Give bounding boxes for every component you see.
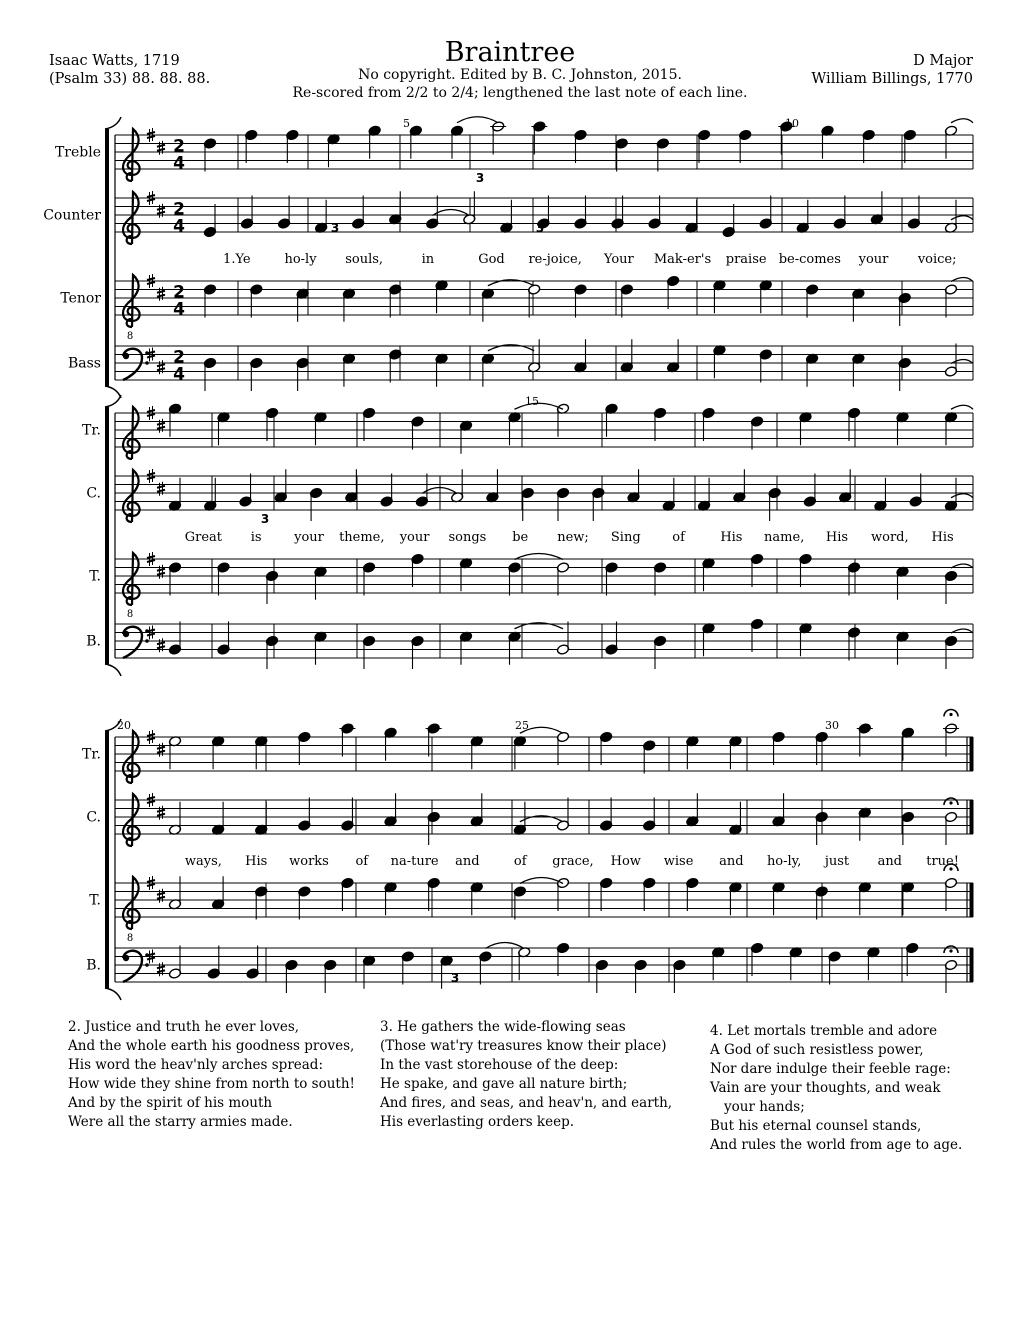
lyric-syllable: re-joice, bbox=[528, 252, 582, 267]
sharp-icon bbox=[157, 295, 165, 297]
lyric-syllable: word, bbox=[870, 530, 909, 545]
system-bracket bbox=[105, 395, 121, 407]
sharp-icon bbox=[147, 560, 155, 562]
octave-marker: 8 bbox=[126, 331, 134, 342]
copyright-note: No copyright. Edited by B. C. Johnston, 2015. bbox=[358, 67, 682, 83]
lyric-syllable: His bbox=[720, 530, 743, 545]
sharp-icon bbox=[147, 278, 155, 280]
sharp-icon bbox=[147, 473, 155, 475]
lyric-syllable: How bbox=[610, 854, 641, 869]
lyric-syllable: praise bbox=[725, 252, 767, 267]
sharp-icon bbox=[157, 573, 165, 575]
lyric-syllable: of bbox=[513, 854, 527, 869]
sharp-icon bbox=[157, 423, 165, 425]
measure-number: 15 bbox=[525, 395, 539, 408]
verse-line: 2. Justice and truth he ever loves, bbox=[68, 1019, 300, 1035]
verse-3 bbox=[380, 1018, 672, 1132]
verse-2 bbox=[68, 1018, 355, 1132]
lyric-syllable: ho-ly, bbox=[766, 854, 802, 869]
time-signature-top: 2 bbox=[173, 282, 185, 303]
page-title: Braintree bbox=[444, 37, 576, 68]
verse-line: And rules the world from age to age. bbox=[710, 1137, 963, 1153]
verse-line: Nor dare indulge their feeble rage: bbox=[710, 1061, 951, 1077]
sharp-icon bbox=[147, 414, 155, 416]
tie bbox=[951, 405, 973, 409]
system-bracket bbox=[105, 664, 121, 676]
sharp-icon bbox=[147, 880, 155, 882]
verse-line: His word the heav'nly arches spread: bbox=[68, 1057, 323, 1073]
lyric-syllable: His bbox=[245, 854, 268, 869]
measure-number: 30 bbox=[825, 719, 839, 732]
lyric-syllable: be-comes bbox=[778, 252, 841, 267]
verse-line: And by the spirit of his mouth bbox=[68, 1095, 273, 1111]
tuplet-label: 3 bbox=[450, 971, 460, 985]
sharp-icon bbox=[157, 642, 165, 644]
treble-clef-icon bbox=[123, 877, 140, 929]
sharp-icon bbox=[147, 356, 155, 358]
lyric-syllable: in bbox=[421, 252, 435, 267]
sharp-icon bbox=[157, 149, 165, 151]
treble-clef-icon bbox=[123, 192, 140, 244]
lyric-syllable: just bbox=[824, 854, 850, 869]
verse-4 bbox=[710, 1022, 962, 1155]
rescoring-note: Re-scored from 2/2 to 2/4; lengthened the last note of each line. bbox=[292, 85, 748, 101]
verse-line: Vain are your thoughts, and weak bbox=[710, 1080, 941, 1096]
treble-clef-icon bbox=[123, 470, 140, 522]
lyric-syllable: ho-ly bbox=[284, 252, 317, 267]
tie bbox=[951, 216, 973, 220]
time-signature-top: 2 bbox=[173, 199, 185, 220]
verse-line: (Those wat'ry treasures know their place) bbox=[380, 1038, 667, 1054]
sharp-icon bbox=[147, 801, 155, 803]
lyric-syllable: God bbox=[478, 252, 505, 267]
voice-label: Bass bbox=[67, 355, 101, 372]
lyric-syllable: Sing bbox=[610, 530, 641, 545]
voice-label: Treble bbox=[54, 144, 101, 161]
sharp-icon bbox=[157, 427, 165, 429]
lyric-syllable: your bbox=[858, 252, 889, 267]
lyric-syllable: name, bbox=[764, 530, 805, 545]
sharp-icon bbox=[147, 282, 155, 284]
bass-clef-dot-icon bbox=[145, 639, 149, 643]
time-signature-bottom: 4 bbox=[173, 364, 185, 385]
sharp-icon bbox=[157, 145, 165, 147]
sharp-icon bbox=[157, 490, 165, 492]
voice-label: T. bbox=[89, 568, 101, 585]
lyricist-name: Isaac Watts, 1719 bbox=[49, 53, 180, 69]
sharp-icon bbox=[147, 958, 155, 960]
sharp-icon bbox=[157, 486, 165, 488]
time-signature-top: 2 bbox=[173, 347, 185, 368]
time-signature-top: 2 bbox=[173, 136, 185, 157]
measure-number: 5 bbox=[403, 117, 410, 130]
lyric-syllable: voice; bbox=[917, 252, 957, 267]
lyric-syllable: Mak-er's bbox=[653, 252, 712, 267]
voice-label: C. bbox=[86, 809, 101, 826]
verse-line: And fires, and seas, and heav'n, and earth, bbox=[380, 1095, 673, 1111]
tuplet-label: 3 bbox=[330, 221, 340, 235]
lyric-syllable: works bbox=[289, 854, 329, 869]
tie bbox=[951, 494, 973, 498]
time-signature-bottom: 4 bbox=[173, 216, 185, 237]
voice-label: Tr. bbox=[82, 422, 101, 439]
treble-clef-icon bbox=[123, 407, 140, 459]
voice-label: Tr. bbox=[82, 746, 101, 763]
system-bracket bbox=[105, 117, 121, 129]
lyric-syllable: na-ture bbox=[390, 854, 439, 869]
sharp-icon bbox=[157, 810, 165, 812]
octave-marker: 8 bbox=[126, 933, 134, 944]
measure-number: 10 bbox=[785, 117, 799, 130]
bass-clef-dot-icon bbox=[145, 361, 149, 365]
verse-line: Were all the starry armies made. bbox=[68, 1114, 293, 1130]
sharp-icon bbox=[157, 291, 165, 293]
lyric-syllable: grace, bbox=[552, 854, 594, 869]
treble-clef-icon bbox=[123, 553, 140, 605]
treble-clef-icon bbox=[123, 794, 140, 846]
sharp-icon bbox=[157, 970, 165, 972]
sharp-icon bbox=[147, 477, 155, 479]
lyric-syllable: ways, bbox=[184, 854, 222, 869]
verse-line: your hands; bbox=[724, 1099, 805, 1115]
sharp-icon bbox=[157, 893, 165, 895]
sharp-icon bbox=[157, 208, 165, 210]
sharp-icon bbox=[147, 410, 155, 412]
lyric-syllable: true! bbox=[926, 854, 959, 869]
sharp-icon bbox=[147, 556, 155, 558]
voice-label: T. bbox=[89, 892, 101, 909]
tuplet-label: 3 bbox=[535, 221, 545, 235]
lyric-syllable: Your bbox=[603, 252, 634, 267]
lyric-syllable: songs bbox=[448, 530, 487, 545]
lyric-syllable: His bbox=[931, 530, 954, 545]
sharp-icon bbox=[157, 751, 165, 753]
verse-line: His everlasting orders keep. bbox=[380, 1114, 575, 1130]
sharp-icon bbox=[147, 884, 155, 886]
sharp-icon bbox=[157, 747, 165, 749]
sharp-icon bbox=[157, 212, 165, 214]
lyric-syllable: your bbox=[399, 530, 430, 545]
lyric-syllable: theme, bbox=[339, 530, 385, 545]
verse-line: A God of such resistless power, bbox=[710, 1042, 924, 1058]
voice-label: Tenor bbox=[60, 290, 101, 307]
sharp-icon bbox=[147, 634, 155, 636]
lyric-syllable: is bbox=[250, 530, 262, 545]
sharp-icon bbox=[147, 132, 155, 134]
verse-line: 3. He gathers the wide-flowing seas bbox=[380, 1019, 626, 1035]
verse-line: But his eternal counsel stands, bbox=[710, 1118, 922, 1134]
bass-clef-icon bbox=[123, 955, 129, 961]
sharp-icon bbox=[157, 814, 165, 816]
sharp-icon bbox=[147, 734, 155, 736]
verse-line: In the vast storehouse of the deep: bbox=[380, 1057, 619, 1073]
sharp-icon bbox=[147, 136, 155, 138]
lyric-syllable: be bbox=[512, 530, 529, 545]
lyric-syllable: of bbox=[672, 530, 685, 545]
lyric-syllable: of bbox=[355, 854, 369, 869]
voice-label: B. bbox=[86, 957, 101, 974]
key-name: D Major bbox=[913, 53, 973, 69]
sharp-icon bbox=[157, 364, 165, 366]
lyric-syllable: new; bbox=[557, 530, 589, 545]
lyric-syllable: your bbox=[294, 530, 324, 545]
composer-name: William Billings, 1770 bbox=[811, 71, 973, 87]
lyric-syllable: 1.Ye bbox=[223, 252, 251, 267]
treble-clef-icon bbox=[123, 129, 140, 181]
lyric-syllable: and bbox=[877, 854, 903, 869]
sharp-icon bbox=[157, 646, 165, 648]
sharp-icon bbox=[147, 738, 155, 740]
system-bracket bbox=[105, 386, 121, 398]
treble-clef-icon bbox=[123, 731, 140, 783]
measure-number: 25 bbox=[515, 719, 529, 732]
fermata-icon bbox=[949, 801, 952, 804]
tie bbox=[951, 119, 973, 123]
lyric-syllable: souls, bbox=[345, 252, 384, 267]
voice-label: Counter bbox=[43, 207, 101, 224]
measure-number: 20 bbox=[117, 719, 131, 732]
tuplet-label: 3 bbox=[475, 171, 485, 185]
octave-marker: 8 bbox=[126, 609, 134, 620]
sharp-icon bbox=[147, 199, 155, 201]
sharp-icon bbox=[157, 897, 165, 899]
sharp-icon bbox=[147, 195, 155, 197]
sharp-icon bbox=[157, 569, 165, 571]
bass-clef-icon bbox=[123, 631, 129, 637]
time-signature-bottom: 4 bbox=[173, 153, 185, 174]
treble-clef-icon bbox=[123, 275, 140, 327]
time-signature-bottom: 4 bbox=[173, 299, 185, 320]
lyric-syllable: and bbox=[719, 854, 744, 869]
voice-label: B. bbox=[86, 633, 101, 650]
sharp-icon bbox=[157, 966, 165, 968]
tie bbox=[457, 117, 498, 123]
lyric-syllable: His bbox=[825, 530, 849, 545]
lyric-syllable: wise bbox=[663, 854, 694, 869]
bass-clef-dot-icon bbox=[145, 963, 149, 967]
sharp-icon bbox=[147, 797, 155, 799]
tuplet-label: 3 bbox=[260, 512, 270, 526]
sharp-icon bbox=[157, 368, 165, 370]
bass-clef-icon bbox=[123, 353, 129, 359]
verse-line: And the whole earth his goodness proves, bbox=[68, 1038, 355, 1054]
verse-line: How wide they shine from north to south! bbox=[68, 1076, 355, 1092]
lyric-syllable: and bbox=[455, 854, 480, 869]
fermata-icon bbox=[949, 713, 952, 716]
verse-line: He spake, and gave all nature birth; bbox=[380, 1076, 628, 1092]
meter-line: (Psalm 33) 88. 88. 88. bbox=[49, 71, 211, 87]
lyric-syllable: Great bbox=[184, 530, 223, 545]
verse-line: 4. Let mortals tremble and adore bbox=[710, 1023, 938, 1039]
fermata-icon bbox=[949, 949, 952, 952]
voice-label: C. bbox=[86, 485, 101, 502]
system-bracket bbox=[105, 988, 121, 1000]
